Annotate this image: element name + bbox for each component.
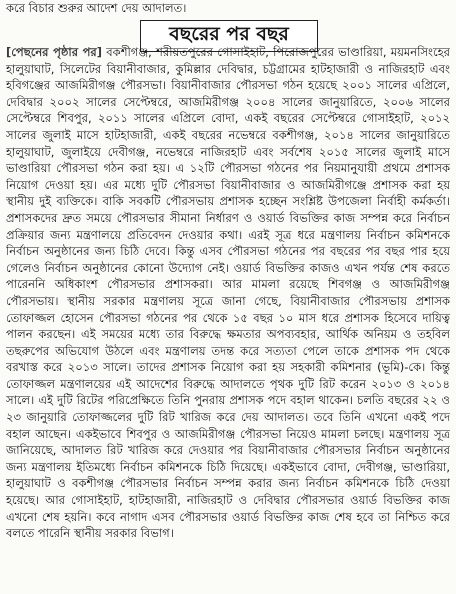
article-text: বকশীগঞ্জ, শরীয়তপুরের গোসাইহাট, পিরোজপুরের ভাণ্ডারিয়া, ময়মনসিংহের হালুয়াঘাট, সিলেটের বিয়ানীবাজার, কুমিল্লার দেবিদ্বার, চট্টগ্রামের হাটহাজারী ও নাজিরহাট এবং হবিগঞ্জের আজমিরীগঞ্জ পৌরসভা। বিয়ানীবাজার পৌরসভা গঠন হয়েছে ২০০১ সালের এপ্রিলে, দেবিদ্বার ২০০২ সালের সেপ্টেম্বরে, আজমিরীগঞ্জ ২০০৪ সালের জানুয়ারিতে, ২০০৬ সালের সেপ্টেম্বরে শিবপুর, ২০১১ সালের এপ্রিলে বোদা, একই বছরের সেপ্টেম্বরে গোসাইহাট, ২০১২ সালের জুলাই মাসে হাটহাজারী, একই বছরের নভেম্বরে বকশীগঞ্জ, ২০১৪ সালের জানুয়ারিতে হালুয়াঘাট, জুলাইয়ে দেবীগঞ্জ, নভেম্বরে নাজিরহাট এবং সর্বশেষ ২০১৫ সালের জুলাই মাসে ভাণ্ডারিয়া পৌরসভা গঠন করা হয়। এ ১২টি পৌরসভা গঠনের পর নিয়মানুযায়ী প্রথমে প্রশাসক নিয়োগ দেওয়া হয়। এর মধ্যে দুটি পৌরসভা বিয়ানীবাজার ও আজমিরীগঞ্জে প্রশাসক করা হয় স্থানীয় দুই ব্যক্তিকে। বাকি সবকটি পৌরসভায় প্রশাসক হচ্ছেন সংশ্লিষ্ট উপজেলা নির্বাহী কর্মকর্তা। প্রশাসকদের দ্রুত সময়ে পৌরসভার সীমানা নির্ধারণ ও ওয়ার্ড বিভক্তির কাজ সম্পন্ন করে নির্বাচন প্রক্রিয়ার জন্য মন্ত্রণালয়ে প্রতিবেদন দেওয়ার কথা। এরই সূত্র ধরে মন্ত্রণালয় নির্বাচন কমিশনকে নির্বাচন অনুষ্ঠানের জন্য চিঠি দেবে। কিন্তু এসব পৌরসভা গঠনের পর বছরের পর বছর পার হয়ে গেলেও নির্বাচন অনুষ্ঠানের কোনো উদ্যোগ নেই। ওয়ার্ড বিভক্তির কাজও এখন পর্যন্ত শেষ করতে পারেননি অধিকাংশ পৌরসভার প্রশাসকরা। আর মামলা রয়েছে শিবগঞ্জ ও আজমিরীগঞ্জ পৌরসভায়। স্থানীয় সরকার মন্ত্রণালয় সূত্রে জানা গেছে, বিয়ানীবাজার পৌরসভায় প্রশাসক তোফাজ্জল হোসেন পৌরসভা গঠনের পর থেকে ১৫ বছর ১০ মাস ধরে প্রশাসক হিসেবে দায়িত্ব পালন করছেন। এই সময়ের মধ্যে তার বিরুদ্ধে ক্ষমতার অপব্যবহার, আর্থিক অনিয়ম ও তহবিল তছরুপের অভিযোগ উঠলে এবং মন্ত্রণালয় তদন্ত করে সত্যতা পেলে তাকে প্রশাসক পদ থেকে বরখাস্ত করে ২০১৩ সালে। তাদের প্রশাসক নিয়োগ করা হয় সহকারী কমিশনার (ভূমি)-কে। কিন্তু তোফাজ্জল মন্ত্রণালয়ের এই আদেশের বিরুদ্ধে আদালতে পৃথক দুটি রিট করেন ২০১৩ ও ২০১৪ সালে। এই দুটি রিটের পরিপ্রেক্ষিতে তিনি পুনরায় প্রশাসক পদে বহাল থাকেন। চলতি বছরের ২২ ও ২৩ জানুয়ারি তোফাজ্জলের দুটি রিট খারিজ করে দেয় আদালত। তবে তিনি এখনো একই পদে বহাল আছেন। একইভাবে শিবপুর ও আজমিরীগঞ্জ পৌরসভা নিয়েও মামলা চলছে। মন্ত্রণালয় সূত্র জানিয়েছে, আদালত রিট খারিজ করে দেওয়ার পর বিয়ানীবাজার পৌরসভার নির্বাচন অনুষ্ঠানের জন্য মন্ত্রণালয় ইতিমধ্যে নির্বাচন কমিশনকে চিঠি দিয়েছে। একইভাবে বোদা, দেবীগঞ্জ, ভাণ্ডারিয়া, হালুয়াঘাট ও বকশীগঞ্জ পৌরসভার নির্বাচন সম্পন্ন করার জন্য নির্বাচন কমিশনকে চিঠি দেওয়া হয়েছে। আর গোসাইহাট, হাটহাজারী, নাজিরহাট ও দেবিদ্বার পৌরসভার ওয়ার্ড বিভক্তির কাজ এখনো শেষ হয়নি। কবে নাগাদ এসব পৌরসভার ওয়ার্ড বিভক্তির কাজ শেষ হবে তা নিশ্চিত করে বলতে পারেনি স্থানীয় সরকার বিভাগ। (6, 45, 450, 541)
article-body (6, 44, 450, 590)
previous-article-tail: করে বিচার শুরুর আদেশ দেয় আদালত। (6, 1, 187, 15)
article-headline: বছরের পর বছর (140, 20, 318, 52)
continued-marker: [পেছনের পৃষ্ঠার পর] (6, 45, 103, 59)
